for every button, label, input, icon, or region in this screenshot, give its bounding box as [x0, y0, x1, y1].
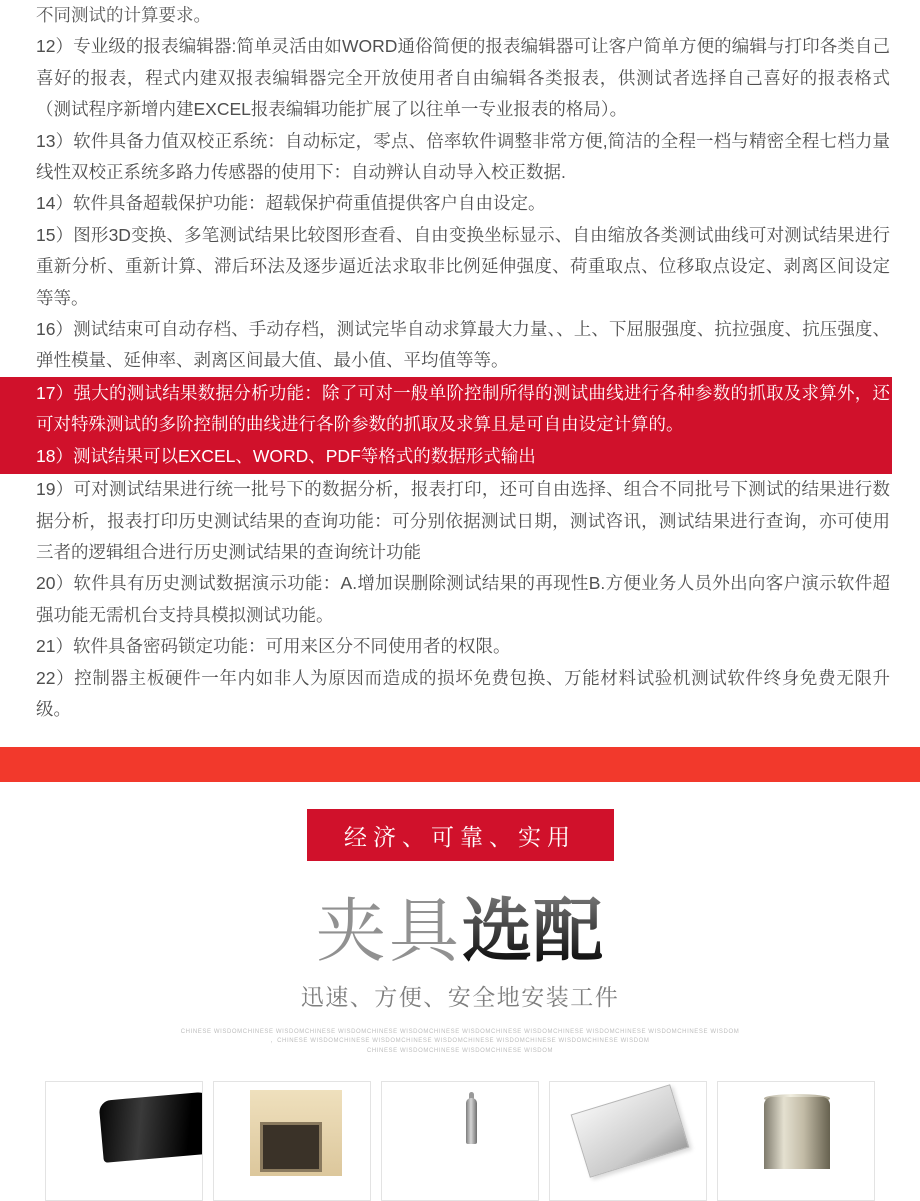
- feature-item-22: 22）控制器主板硬件一年内如非人为原因而造成的损坏免费包换、万能材料试验机测试软件终身免费无限升级。: [36, 667, 890, 719]
- fixture-thumbnail-row: [45, 1081, 875, 1201]
- feature-item-18: 18）测试结果可以EXCEL、WORD、PDF等格式的数据形式输出: [36, 445, 536, 466]
- beige-frame-image: [250, 1090, 342, 1176]
- fixture-thumbnail-pin-grip: [381, 1081, 539, 1201]
- section-title: [0, 892, 920, 971]
- feature-item-17: 17）强大的测试结果数据分析功能：除了可对一般单阶控制所得的测试曲线进行各种参数的抓取及求算外，还可对特殊测试的多阶控制的曲线进行各阶参数的抓取及求算且是可自由设定计算的。: [36, 382, 890, 435]
- feature-item-13: 13）软件具备力值双校正系统：自动标定，零点、倍率软件调整非常方便,简洁的全程一档与精密全程七档力量线性双校正系统多路力传感器的使用下：自动辨认自动导入校正数据.: [36, 130, 890, 183]
- fixture-promo-section: [0, 809, 920, 1201]
- fixture-thumbnail-white-wedge: [549, 1081, 707, 1201]
- black-clamp-image: [99, 1091, 203, 1163]
- watermark-line-3: CHINESE WISDOMCHINESE WISDOMCHINESE WISDOM: [366, 1047, 554, 1054]
- section-title-bold: 选配: [462, 892, 604, 971]
- fixture-thumbnail-black-clamp: [45, 1081, 203, 1201]
- watermark-line-1: CHINESE WISDOMCHINESE WISDOMCHINESE WISDOMCHINESE WISDOMCHINESE WISDOMCHINESE WISDOMCHINESE WISDOMCHINESE WISDOMCHINESE WISDOM: [180, 1028, 740, 1035]
- feature-item-14: 14）软件具备超载保护功能：超载保护荷重值提供客户自由设定。: [36, 193, 546, 214]
- beige-frame-inner-detail: [260, 1122, 322, 1172]
- fixture-thumbnail-beige-frame: [213, 1081, 371, 1201]
- pin-grip-image: [466, 1098, 477, 1144]
- white-wedge-image: [571, 1085, 690, 1179]
- clipped-previous-line: 不同测试的计算要求。: [36, 5, 211, 25]
- fixture-thumbnail-steel-cylinder: [717, 1081, 875, 1201]
- feature-item-16: 16）测试结束可自动存档、手动存档，测试完毕自动求算最大力量、、上、下屈服强度、抗拉强度、抗压强度、弹性模量、延伸率、剥离区间最大值、最小值、平均值等等。: [36, 319, 890, 371]
- feature-item-21: 21）软件具备密码锁定功能：可用来区分不同使用者的权限。: [36, 636, 511, 657]
- feature-item-15: 15）图形3D变换、多笔测试结果比较图形查看、自由变换坐标显示、自由缩放各类测试曲线可对测试结果进行重新分析、重新计算、滞后环法及逐步逼近法求取非比例延伸强度、荷重取点、位移取点设定、剥离区间设定等等。: [36, 224, 890, 308]
- watermark-line-2: ，CHINESE WISDOMCHINESE WISDOMCHINESE WISDOMCHINESE WISDOMCHINESE WISDOMCHINESE WISDOM: [270, 1038, 650, 1045]
- feature-item-12: 12）专业级的报表编辑器:简单灵活由如WORD通俗简便的报表编辑器可让客户简单方便的编辑与打印各类自己喜好的报表，程式内建双报表编辑器完全开放使用者自由编辑各类报表，供测试者选择自己喜好的报表格式（测试程序新增内建EXCEL报表编辑功能扩展了以往单一专业报表的格局）。: [36, 36, 890, 120]
- steel-cylinder-image: [764, 1097, 830, 1169]
- watermark-text: [0, 1028, 920, 1057]
- feature-item-19: 19）可对测试结果进行统一批号下的数据分析，报表打印，还可自由选择、组合不同批号下测试的结果进行数据分析，报表打印历史测试结果的查询功能：可分别依据测试日期，测试咨讯，测试结果进行查询，亦可使用三者的逻辑组合进行历史测试结果的查询统计功能: [36, 479, 890, 562]
- red-divider-bar: [0, 747, 920, 782]
- economic-reliable-practical-banner[interactable]: 经济、可靠、实用: [307, 809, 614, 861]
- section-subtitle: 迅速、方便、安全地安装工件: [300, 983, 620, 1010]
- section-title-light: 夹具: [316, 892, 462, 971]
- feature-item-20: 20）软件具有历史测试数据演示功能：A.增加误删除测试结果的再现性B.方便业务人员外出向客户演示软件超强功能无需机台支持具模拟测试功能。: [36, 573, 890, 625]
- highlighted-feature-block: [0, 377, 892, 474]
